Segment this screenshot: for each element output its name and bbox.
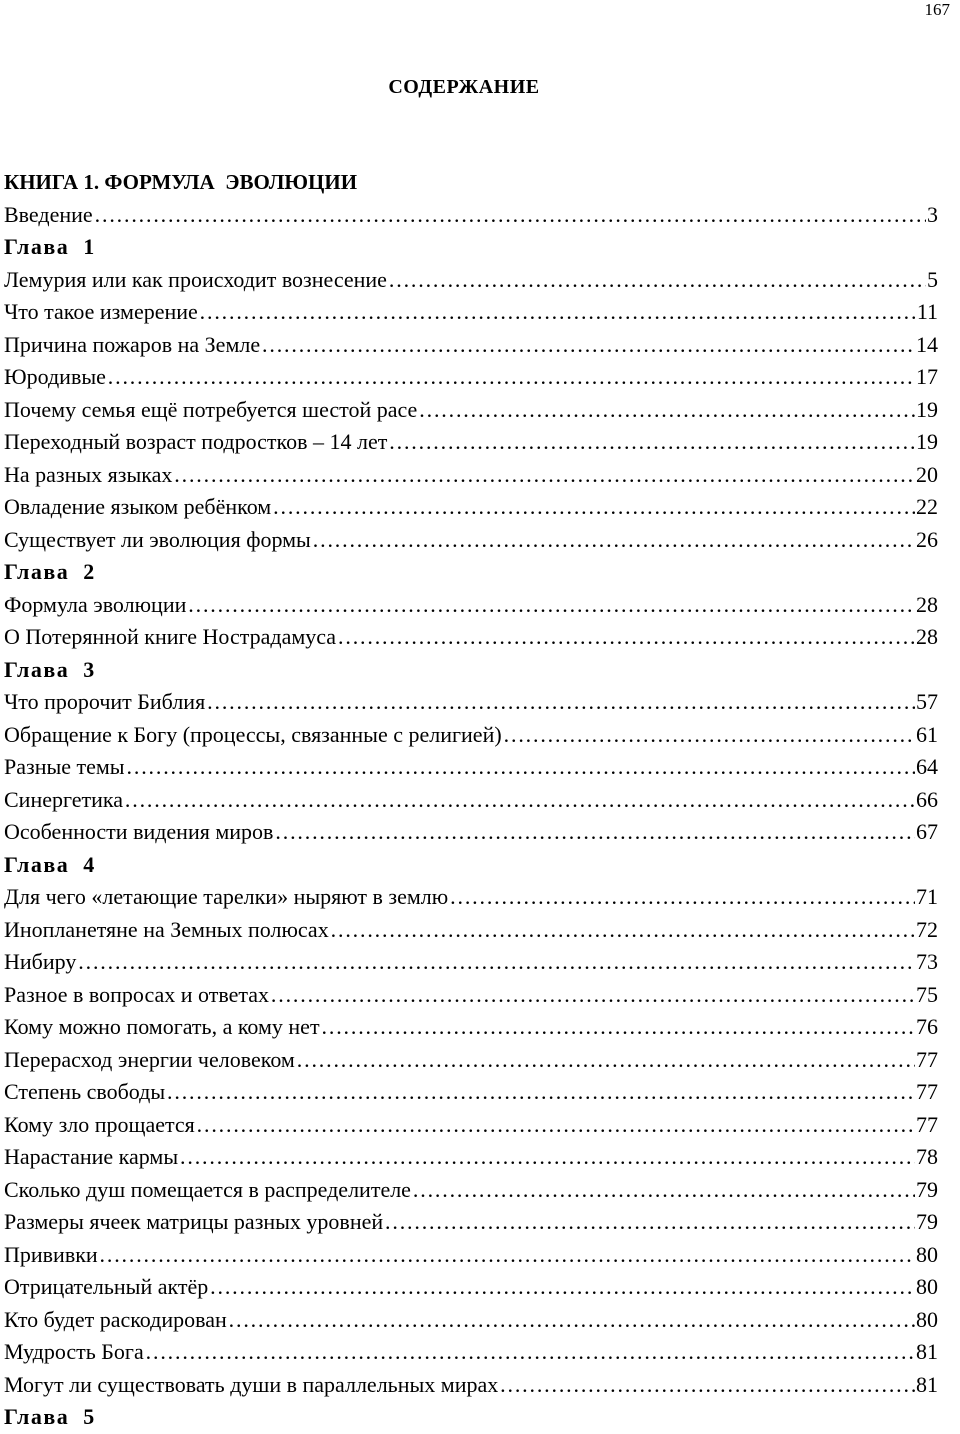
toc-entry-title: Синергетика (4, 786, 123, 812)
toc-entry-title: Овладение языком ребёнком (4, 494, 272, 519)
toc-entry-page: 57 (916, 689, 938, 714)
toc-entry-page: 19 (916, 396, 938, 422)
toc-entry-page: 80 (916, 1274, 938, 1299)
leader-dots (187, 589, 915, 622)
leader-dots (99, 1239, 915, 1272)
toc-entry-title: Перерасход энергии человеком (4, 1046, 295, 1072)
toc-entry-page: 73 (916, 949, 938, 974)
toc-entry[interactable] (4, 296, 938, 329)
toc-entry-title: Существует ли эволюция формы (4, 526, 311, 552)
toc-entry[interactable] (4, 719, 938, 752)
toc-entry-page: 11 (916, 299, 938, 324)
toc-entry[interactable] (4, 1109, 938, 1142)
toc-entry-title: Для чего «летающие тарелки» ныряют в землю (4, 884, 449, 909)
toc-entry[interactable] (4, 686, 938, 719)
toc-entry-page: 81 (916, 1371, 938, 1397)
toc-entry[interactable] (4, 1044, 938, 1077)
toc-entry-title: Почему семья ещё потребуется шестой расе (4, 396, 418, 422)
toc-entry[interactable] (4, 946, 938, 979)
toc-entry-title: Кому зло прощается (4, 1111, 195, 1137)
leader-dots (228, 1304, 915, 1337)
toc-entry-page: 77 (916, 1079, 938, 1104)
chapters-list (4, 231, 938, 1434)
leader-dots (173, 459, 915, 492)
toc-entry[interactable] (4, 751, 938, 784)
toc-entry-title: Мудрость Бога (4, 1339, 144, 1364)
toc-entry[interactable] (4, 1206, 938, 1239)
toc-entry-title: Разное в вопросах и ответах (4, 981, 270, 1007)
toc-entry-page: 80 (916, 1306, 938, 1332)
leader-dots (126, 751, 915, 784)
toc-entry-title: На разных языках (4, 461, 173, 487)
toc-entry-page: 61 (916, 721, 938, 747)
leader-dots (330, 914, 915, 947)
toc-entry-page: 66 (916, 786, 938, 812)
toc-entry-page: 20 (916, 461, 938, 487)
leader-dots (94, 199, 926, 232)
leader-dots (206, 686, 915, 719)
toc-entry[interactable] (4, 361, 938, 394)
leader-dots (274, 816, 915, 849)
chapter-heading: Глава 2 (4, 559, 96, 584)
toc-entry-title: Отрицательный актёр (4, 1274, 209, 1299)
toc-entry-page: 79 (916, 1209, 938, 1234)
toc-entry[interactable] (4, 1304, 938, 1337)
leader-dots (199, 296, 916, 329)
toc-entry[interactable] (4, 459, 938, 492)
toc-entry-title: Обращение к Богу (процессы, связанные с религией) (4, 721, 502, 747)
toc-entry-page: 80 (916, 1241, 938, 1267)
toc-entry[interactable] (4, 1174, 938, 1207)
toc-entry[interactable] (4, 881, 938, 914)
toc-entry-page: 81 (916, 1339, 938, 1364)
toc-entry-title: Кому можно помогать, а кому нет (4, 1014, 320, 1039)
toc-entry-page: 75 (916, 981, 938, 1007)
toc-entry-title: Кто будет раскодирован (4, 1306, 227, 1332)
toc-entry-page: 79 (916, 1176, 938, 1202)
chapter-heading: Глава 3 (4, 656, 96, 682)
toc-entry[interactable] (4, 816, 938, 849)
toc-entry-title: Нибиру (4, 949, 77, 974)
leader-dots (499, 1369, 915, 1402)
toc-entry[interactable] (4, 1141, 938, 1174)
leader-dots (449, 881, 915, 914)
toc-entry[interactable] (4, 491, 938, 524)
toc-entry-page: 67 (916, 819, 938, 844)
toc-entry-page: 28 (916, 624, 938, 649)
leader-dots (77, 946, 915, 979)
toc-entry-page: 26 (916, 526, 938, 552)
leader-dots (179, 1141, 915, 1174)
toc-entry-title: Юродивые (4, 364, 106, 389)
table-of-contents (4, 166, 938, 1434)
toc-entry-title: Прививки (4, 1241, 98, 1267)
toc-entry-page: 72 (916, 916, 938, 942)
toc-entry-page: 22 (916, 494, 938, 519)
toc-entry-title: Что пророчит Библия (4, 689, 206, 714)
toc-entry-title: Нарастание кармы (4, 1144, 179, 1169)
toc-entry-page: 71 (916, 884, 938, 909)
leader-dots (412, 1174, 915, 1207)
toc-entry[interactable] (4, 1239, 938, 1272)
toc-entry-title: Сколько душ помещается в распределителе (4, 1176, 411, 1202)
toc-entry[interactable] (4, 426, 938, 459)
toc-entry-page: 78 (916, 1144, 938, 1169)
leader-dots (196, 1109, 915, 1142)
chapter-heading: Глава 4 (4, 851, 96, 877)
toc-entry-page: 64 (916, 754, 938, 779)
toc-entry-page: 19 (916, 429, 938, 454)
toc-entry[interactable] (4, 914, 938, 947)
toc-entry[interactable] (4, 589, 938, 622)
leader-dots (272, 491, 915, 524)
leader-dots (321, 1011, 915, 1044)
leader-dots (503, 719, 915, 752)
leader-dots (384, 1206, 915, 1239)
leader-dots (270, 979, 915, 1012)
toc-entry-title: Инопланетяне на Земных полюсах (4, 916, 329, 942)
leader-dots (418, 394, 915, 427)
toc-entry[interactable] (4, 1336, 938, 1369)
leader-dots (209, 1271, 915, 1304)
toc-entry-page: 5 (927, 266, 938, 292)
leader-dots (337, 621, 915, 654)
toc-entry[interactable] (4, 394, 938, 427)
toc-entry-title: Могут ли существовать души в параллельных мирах (4, 1371, 499, 1397)
toc-entry[interactable] (4, 784, 938, 817)
toc-entry-title: Переходный возраст подростков – 14 лет (4, 429, 388, 454)
toc-entry-title: О Потерянной книге Нострадамуса (4, 624, 337, 649)
toc-entry[interactable] (4, 1011, 938, 1044)
leader-dots (145, 1336, 915, 1369)
toc-entry-title: Особенности видения миров (4, 819, 274, 844)
toc-entry[interactable] (4, 1271, 938, 1304)
toc-entry-page: 76 (916, 1014, 938, 1039)
leader-dots (388, 426, 915, 459)
toc-entry[interactable] (4, 264, 938, 297)
toc-entry-page: 77 (916, 1111, 938, 1137)
leader-dots (388, 264, 926, 297)
toc-entry[interactable] (4, 199, 938, 232)
toc-entry-page: 17 (916, 364, 938, 389)
toc-entry[interactable] (4, 1076, 938, 1109)
leader-dots (166, 1076, 915, 1109)
toc-entry-title: Введение (4, 201, 93, 227)
toc-entry-title: Лемурия или как происходит вознесение (4, 266, 387, 292)
toc-entry-title: Степень свободы (4, 1079, 166, 1104)
toc-entry[interactable] (4, 621, 938, 654)
toc-entry-title: Разные темы (4, 754, 125, 779)
toc-entry-page: 77 (916, 1046, 938, 1072)
leader-dots (296, 1044, 915, 1077)
toc-entry[interactable] (4, 329, 938, 362)
toc-entry-page: 3 (927, 201, 938, 227)
toc-entry-title: Размеры ячеек матрицы разных уровней (4, 1209, 384, 1234)
book-title: КНИГА 1. ФОРМУЛА ЭВОЛЮЦИИ (4, 170, 358, 194)
leader-dots (107, 361, 915, 394)
toc-entry-page: 14 (916, 331, 938, 357)
toc-entry-title: Формула эволюции (4, 591, 187, 617)
toc-entry[interactable] (4, 979, 938, 1012)
toc-entry-page: 28 (916, 591, 938, 617)
chapter-heading: Глава 5 (4, 1404, 96, 1429)
toc-entry-title: Что такое измерение (4, 299, 198, 324)
page-title: СОДЕРЖАНИЕ (388, 76, 540, 98)
toc-entry-title: Причина пожаров на Земле (4, 331, 261, 357)
page-number: 167 (924, 0, 950, 19)
leader-dots (124, 784, 915, 817)
chapter-heading: Глава 1 (4, 234, 96, 259)
toc-entry[interactable] (4, 524, 938, 557)
toc-entry[interactable] (4, 1369, 938, 1402)
leader-dots (261, 329, 915, 362)
leader-dots (312, 524, 915, 557)
